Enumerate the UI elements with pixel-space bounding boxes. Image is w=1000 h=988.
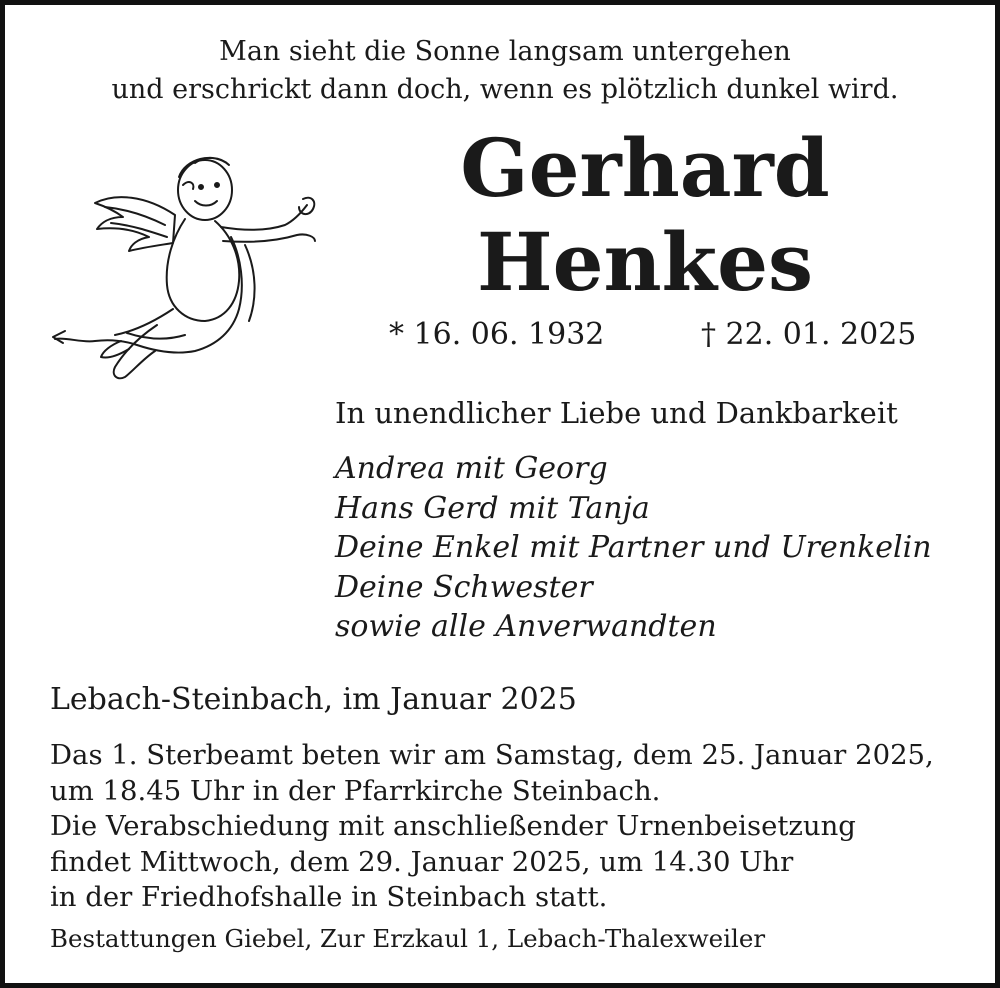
- deceased-first-name: Gerhard: [460, 121, 830, 215]
- service-line: um 18.45 Uhr in der Pfarrkirche Steinbach.: [50, 774, 661, 807]
- mourner-item: Deine Enkel mit Partner und Urenkelin: [335, 530, 932, 565]
- mourning-intro: In unendlicher Liebe und Dankbarkeit: [335, 396, 898, 430]
- death-date: † 22. 01. 2025: [701, 317, 917, 352]
- mourner-item: Hans Gerd mit Tanja: [335, 490, 650, 526]
- memorial-quote: [5, 33, 1000, 109]
- mourner-item: sowie alle Anverwandten: [335, 609, 717, 644]
- quote-line-1: Man sieht die Sonne langsam untergehen: [219, 36, 791, 67]
- mourner-item: Deine Schwester: [335, 569, 593, 605]
- place-and-date: Lebach-Steinbach, im Januar 2025: [50, 682, 577, 717]
- service-line: findet Mittwoch, dem 29. Januar 2025, um 14.30 Uhr: [50, 845, 794, 878]
- cherub-illustration: [45, 145, 325, 385]
- funeral-home: Bestattungen Giebel, Zur Erzkaul 1, Lebach-Thalexweiler: [50, 924, 766, 953]
- service-line: in der Friedhofshalle in Steinbach statt.: [50, 881, 608, 913]
- mourners-list: [335, 449, 932, 647]
- service-line: Die Verabschiedung mit anschließender Urnenbeisetzung: [50, 810, 856, 842]
- birth-date: * 16. 06. 1932: [389, 317, 605, 352]
- service-line: Das 1. Sterbeamt beten wir am Samstag, dem 25. Januar 2025,: [50, 739, 934, 771]
- service-details: [50, 738, 934, 916]
- quote-line-2: und erschrickt dann doch, wenn es plötzlich dunkel wird.: [111, 74, 899, 105]
- mourner-item: Andrea mit Georg: [335, 451, 608, 486]
- deceased-last-name: Henkes: [476, 215, 813, 309]
